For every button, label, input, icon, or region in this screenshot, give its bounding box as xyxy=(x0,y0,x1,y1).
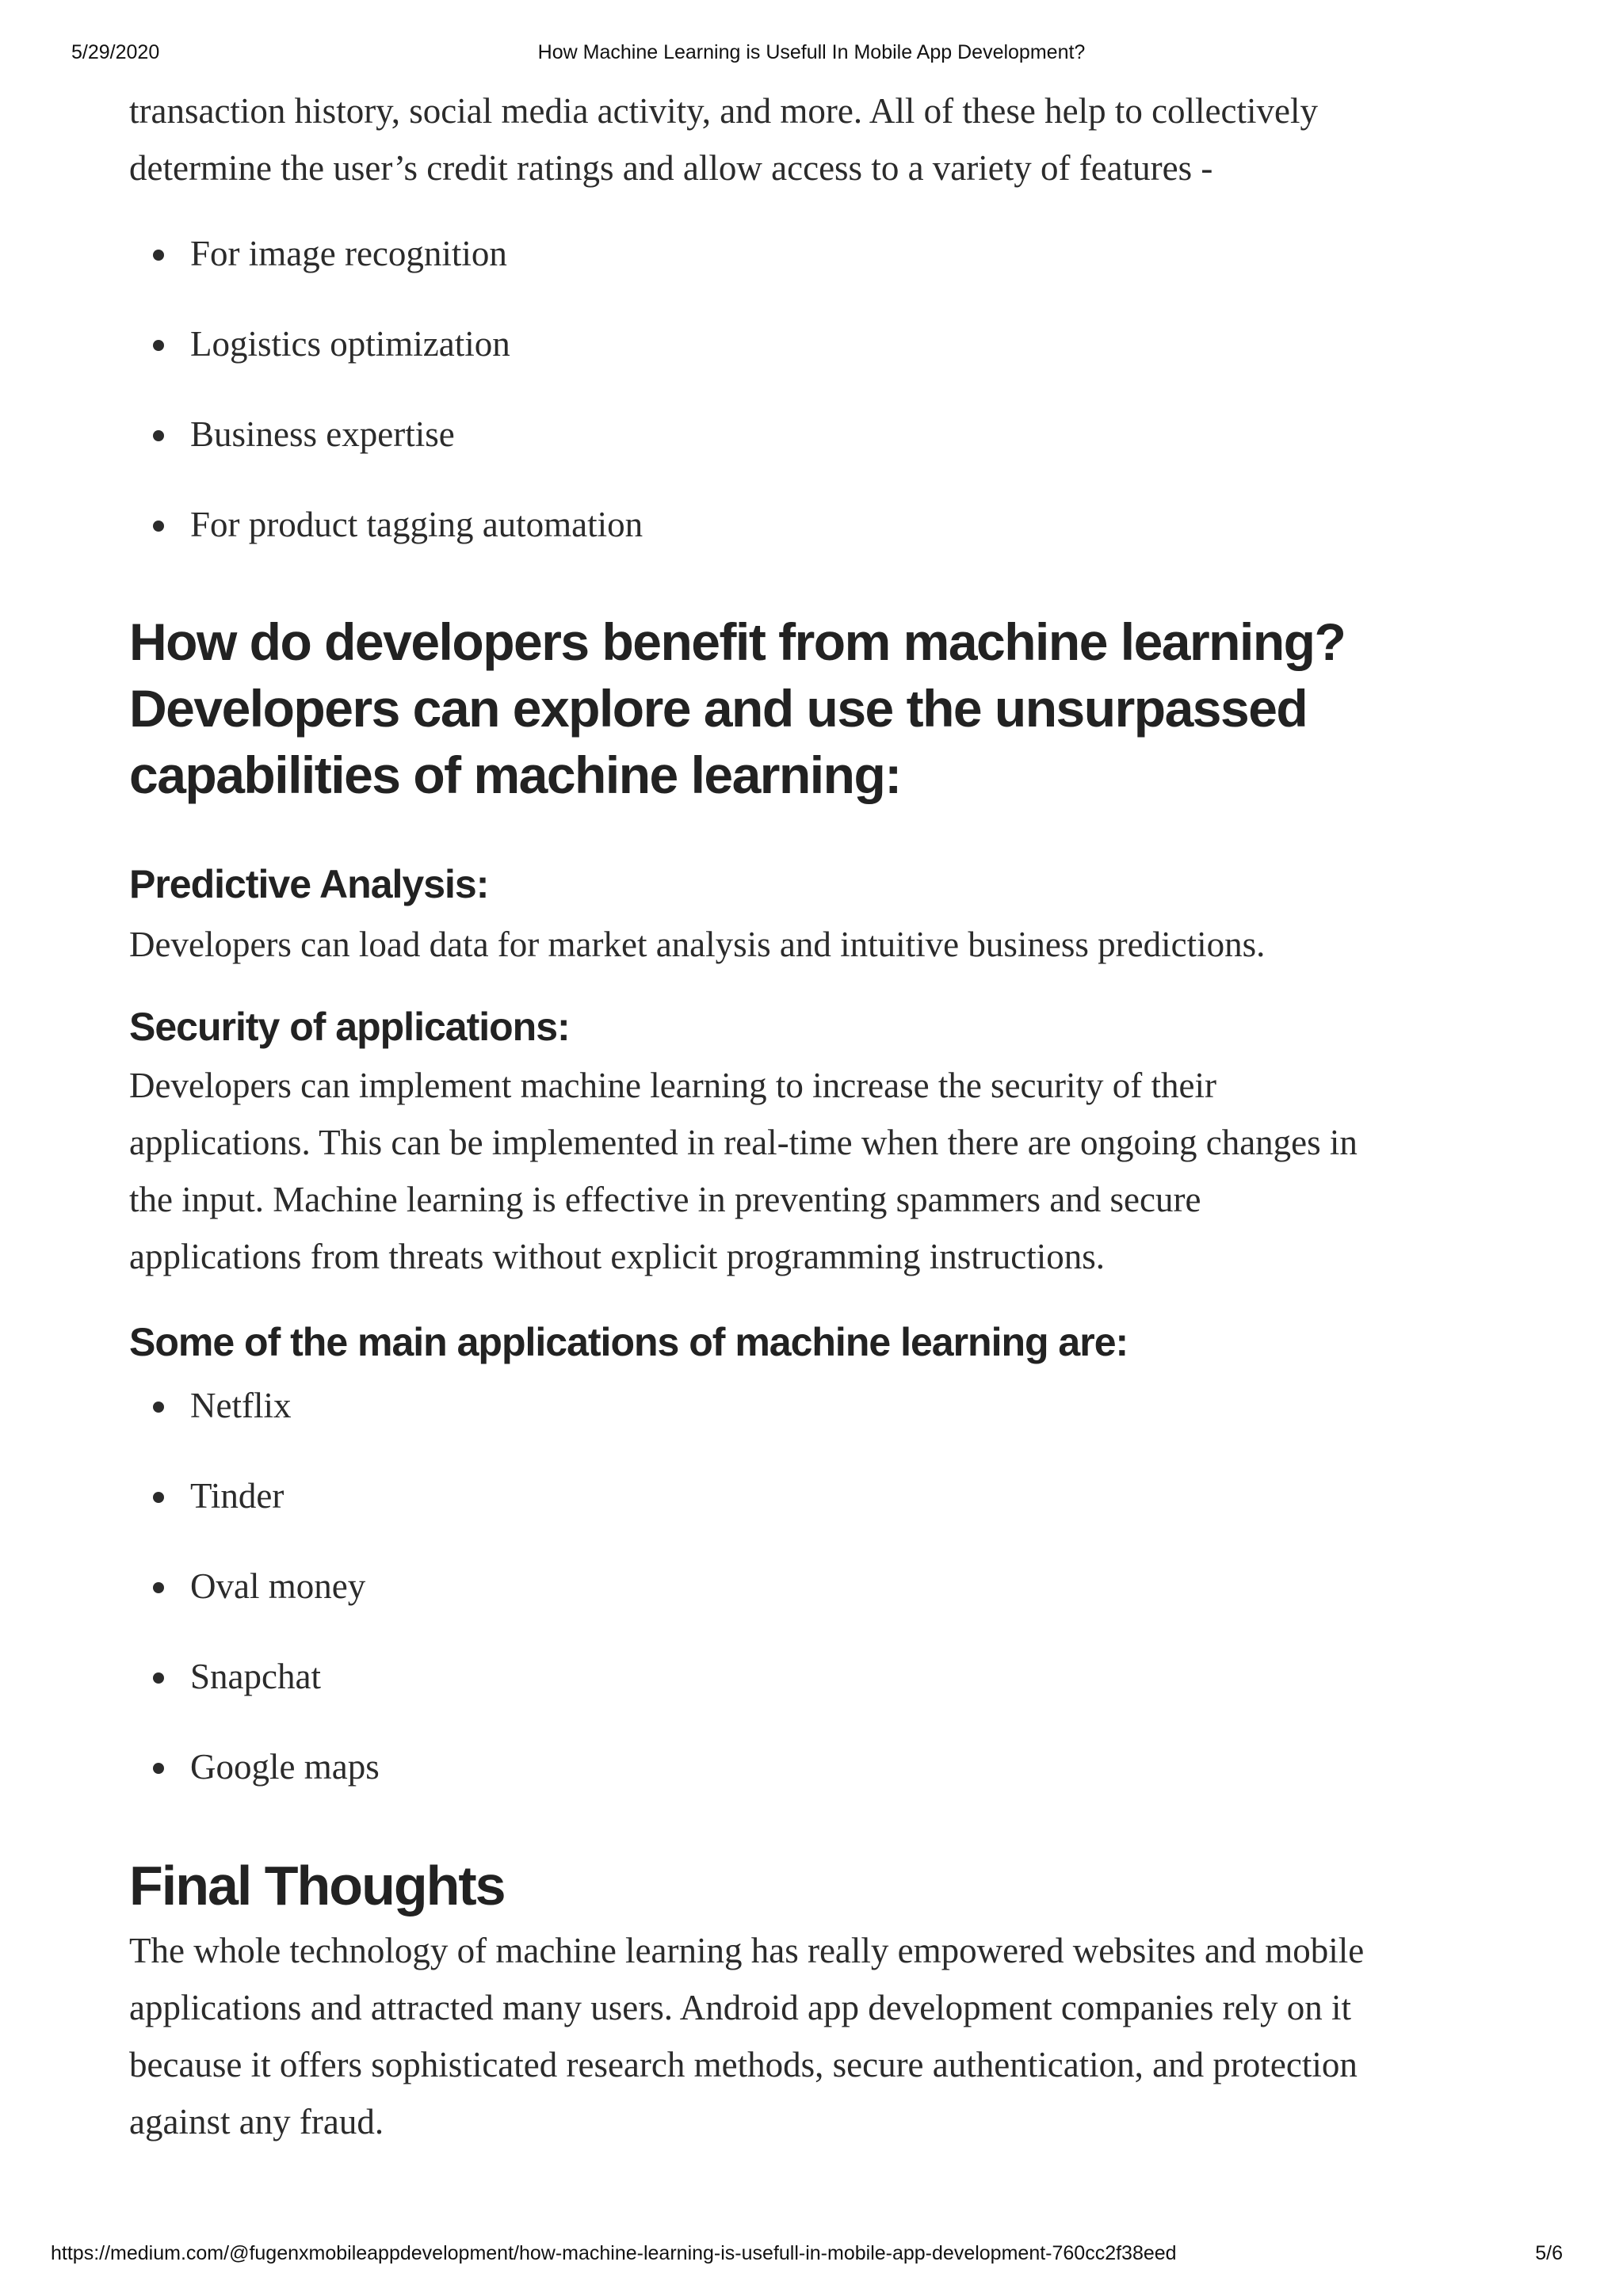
features-list xyxy=(129,231,1524,547)
final-thoughts-heading: Final Thoughts xyxy=(129,1855,505,1917)
list-item-text: Google maps xyxy=(190,1747,380,1787)
paragraph-line: Developers can load data for market analysis and intuitive business predictions. xyxy=(129,925,1266,964)
list-item-text: Netflix xyxy=(190,1386,292,1425)
heading-line: How do developers benefit from machine learning? xyxy=(129,612,1346,671)
print-date: 5/29/2020 xyxy=(71,41,160,63)
bullet-icon xyxy=(153,1672,164,1684)
heading-line: capabilities of machine learning: xyxy=(129,746,901,804)
list-item-text: For image recognition xyxy=(190,234,507,273)
heading-line: Developers can explore and use the unsurpassed xyxy=(129,679,1308,738)
bullet-icon xyxy=(153,1402,164,1413)
print-url: https://medium.com/@fugenxmobileappdevelopment/how-machine-learning-is-usefull-in-mobile-app-development-760cc2f38eed xyxy=(51,2242,1177,2264)
security-paragraph xyxy=(129,1057,1524,1285)
bullet-icon xyxy=(153,1763,164,1774)
article-body xyxy=(129,82,1524,2150)
bullet-icon xyxy=(153,430,164,441)
intro-line: determine the user’s credit ratings and allow access to a variety of features - xyxy=(129,148,1213,188)
list-item xyxy=(129,1654,1524,1699)
paragraph-line: applications and attracted many users. Android app development companies rely on it xyxy=(129,1988,1352,2027)
paragraph-line: Developers can implement machine learning to increase the security of their xyxy=(129,1066,1216,1105)
bullet-icon xyxy=(153,340,164,351)
list-item-text: Business expertise xyxy=(190,414,455,454)
paragraph-line: against any fraud. xyxy=(129,2102,384,2142)
list-item-text: Oval money xyxy=(190,1566,366,1606)
list-item-text: Snapchat xyxy=(190,1657,321,1696)
list-item-text: Tinder xyxy=(190,1476,285,1516)
list-item xyxy=(129,1383,1524,1428)
list-item xyxy=(129,1745,1524,1789)
predictive-paragraph xyxy=(129,916,1524,973)
bullet-icon xyxy=(153,1492,164,1503)
list-item xyxy=(129,231,1524,276)
paragraph-line: because it offers sophisticated research methods, secure authentication, and protection xyxy=(129,2045,1358,2084)
list-item xyxy=(129,322,1524,366)
list-item-text: For product tagging automation xyxy=(190,505,643,544)
final-paragraph xyxy=(129,1922,1524,2150)
bullet-icon xyxy=(153,1582,164,1593)
list-item xyxy=(129,1564,1524,1608)
paragraph-line: applications from threats without explicit programming instructions. xyxy=(129,1237,1106,1276)
print-page-title: How Machine Learning is Usefull In Mobile App Development? xyxy=(537,41,1086,63)
paragraph-line: The whole technology of machine learning has really empowered websites and mobile xyxy=(129,1931,1365,1970)
bullet-icon xyxy=(153,521,164,532)
list-item xyxy=(129,412,1524,456)
list-item xyxy=(129,1474,1524,1518)
paragraph-line: the input. Machine learning is effective in preventing spammers and secure xyxy=(129,1180,1201,1219)
developers-heading xyxy=(129,608,1524,808)
security-heading: Security of applications: xyxy=(129,1005,570,1049)
applications-heading: Some of the main applications of machine learning are: xyxy=(129,1320,1128,1364)
intro-paragraph xyxy=(129,82,1524,196)
bullet-icon xyxy=(153,250,164,261)
list-item-text: Logistics optimization xyxy=(190,324,510,364)
predictive-heading: Predictive Analysis: xyxy=(129,862,489,906)
list-item xyxy=(129,502,1524,547)
intro-line: transaction history, social media activity, and more. All of these help to collectively xyxy=(129,91,1318,131)
paragraph-line: applications. This can be implemented in real-time when there are ongoing changes in xyxy=(129,1123,1358,1162)
applications-list xyxy=(129,1383,1524,1789)
page-number: 5/6 xyxy=(1535,2242,1563,2264)
